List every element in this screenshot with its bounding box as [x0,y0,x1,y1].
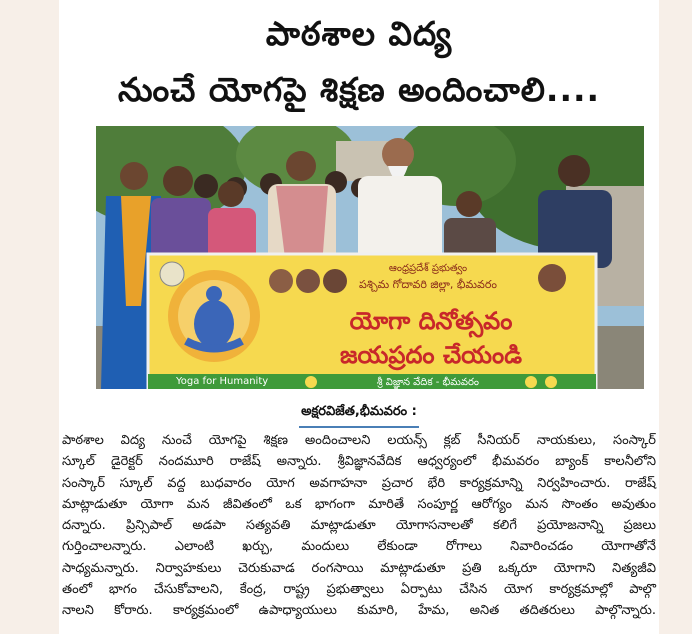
article-line: తంలో భాగం చేసుకోవాలని, కేంద్ర, రాష్ట్ర ప్రభుత్వాలు ఏర్పాటు చేసిన యోగ కార్యక్రమాల్లో పాల్గొ [62,582,656,598]
banner-top-text-2: పశ్చిమ గోదావరి జిల్లా, భీమవరం [359,278,497,291]
article-line: స్కూల్ డైరెక్టర్ నందమూరి రాజేష్ అన్నారు. శ్రీవిజ్ఞానవేదిక ఆధ్వర్యంలో భీమవరం బ్యాంక్ కాలనీలోని [62,454,656,470]
banner-top-text-1: ఆంధ్రప్రదేశ్ ప్రభుత్వం [388,263,468,274]
article-line: సాధ్యమన్నారు. నిర్వాహకులు చెరుకువాడ రంగసాయి మాట్లాడుతూ ప్రతి ఒక్కరూ యోగాని నిత్యజీవి [62,560,656,576]
dateline: అక్షరవిజేత,భీమవరం : [301,404,417,419]
banner-main-line-2: జయప్రదం చేయండి [340,341,522,369]
article-line: గుర్తించాలన్నారు. ఎలాంటి ఖర్చు, మందులు లేకుండా రోగాలు నివారించడం యోగాతోనే [62,539,656,555]
article-body [62,430,656,622]
news-clipping [59,0,659,634]
article-line: నాలని కోరారు. కార్యక్రమంలో ఉపాధ్యాయులు కుమారి, హేమ, అనిత తదితరులు పాల్గొన్నారు. [62,603,656,619]
article-line: సంస్కార్ స్కూల్ వద్ద బుధవారం యోగ అవగాహనా ప్రచార భేరి కార్యక్రమాన్ని నిర్వహించారు. రాజేష్ [62,475,656,491]
dateline-underline [299,426,419,428]
banner-bottom-text: శ్రీ విజ్ఞాన వేదిక - భీమవరం [377,377,479,388]
article-line: మాట్లాడుతూ యోగా మన జీవితంలో ఒక భాగంగా మారితే సంపూర్ణ ఆరోగ్యం మన సొంతం అవుతుం [62,496,656,512]
banner-main-line-1: యోగా దినోత్సవం [349,307,513,335]
article-line: పాఠశాల విద్య నుంచే యోగపై శిక్షణ అందించాలని లయన్స్ క్లబ్ సీనియర్ నాయకులు, సంస్కార్ [62,433,656,448]
headline-line-2: నుంచే యోగపై శిక్షణ అందించాలి.... [117,70,601,109]
article-line: దన్నారు. ప్రిన్సిపాల్ అడపా సత్యవతి మాట్లాడుతూ యోగాసనాలతో కలిగే ప్రయోజనాన్ని ప్రజలు [62,518,656,534]
headline-line-1: పాఠశాల విద్య [265,14,453,53]
news-photo [96,126,644,389]
banner-yoga-caption: Yoga for Humanity [176,376,269,387]
